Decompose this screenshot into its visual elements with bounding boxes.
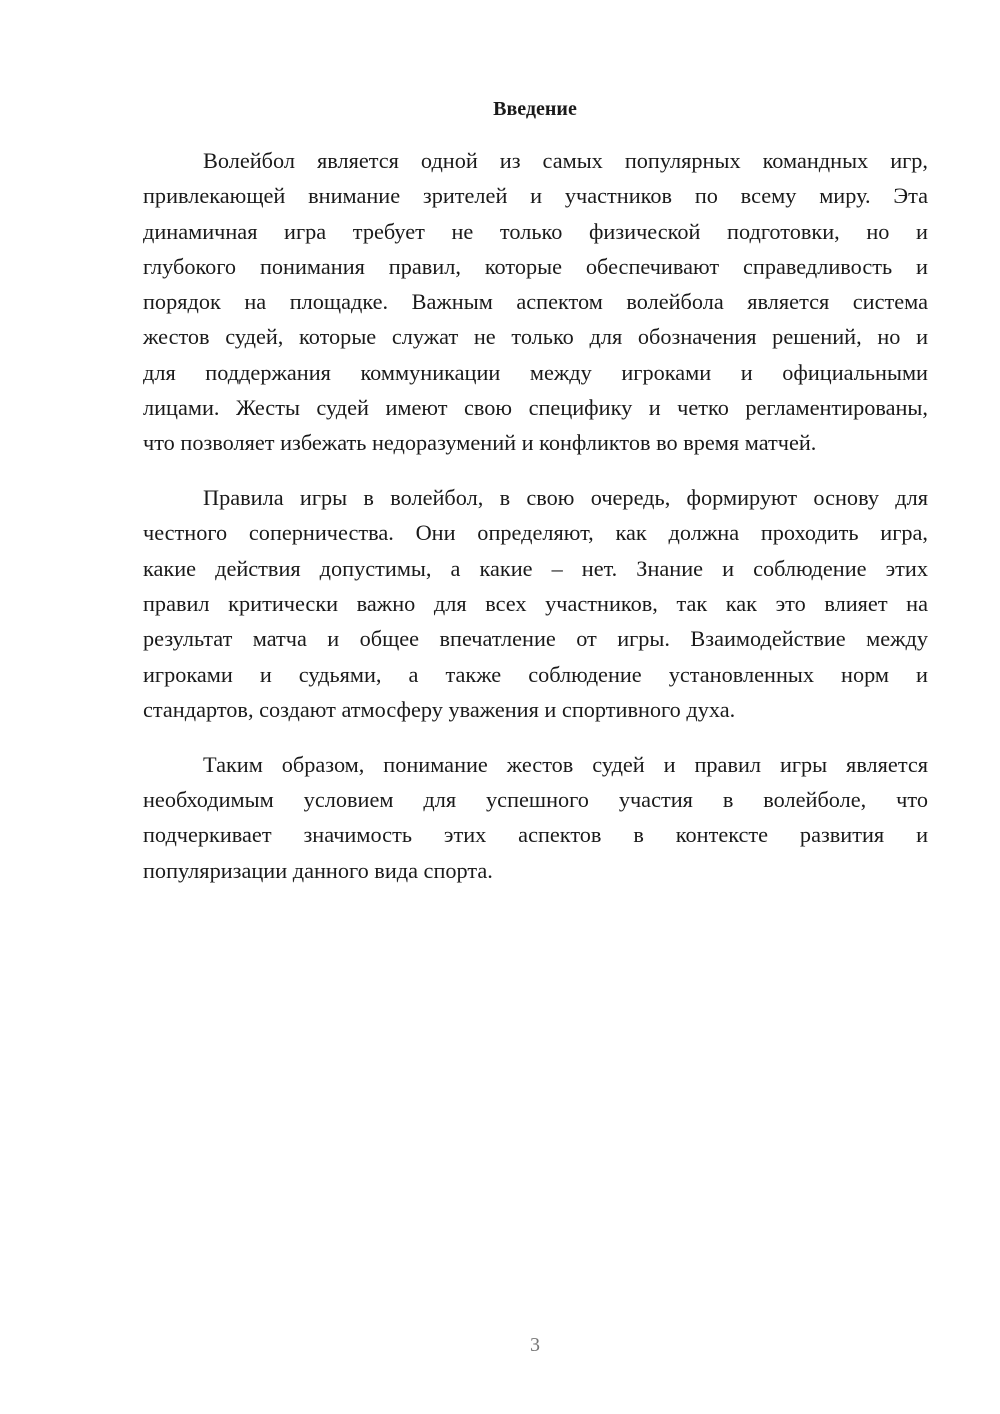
text-line: динамичная игра требует не только физической подготовки, но и: [143, 218, 928, 244]
text-line: популяризации данного вида спорта.: [143, 857, 493, 883]
text-line: результат матча и общее впечатление от игры. Взаимодействие между: [143, 626, 928, 652]
text-line: стандартов, создают атмосферу уважения и спортивного духа.: [143, 696, 736, 722]
text-line: необходимым условием для успешного участия в волейболе, что: [143, 787, 928, 813]
paragraph: [143, 143, 928, 461]
text-line: для поддержания коммуникации между игроками и официальными: [143, 359, 928, 385]
paragraph: [143, 747, 928, 888]
section-title: Введение: [493, 98, 577, 120]
text-line: жестов судей, которые служат не только для обозначения решений, но и: [143, 324, 928, 350]
text-line: что позволяет избежать недоразумений и конфликтов во время матчей.: [143, 430, 817, 456]
text-line: Правила игры в волейбол, в свою очередь, формируют основу для: [203, 485, 928, 511]
text-line: подчеркивает значимость этих аспектов в контексте развития и: [143, 822, 928, 848]
text-line: Волейбол является одной из самых популярных командных игр,: [203, 148, 928, 173]
page-number: 3: [530, 1334, 540, 1356]
text-line: глубокого понимания правил, которые обеспечивают справедливость и: [143, 253, 928, 279]
text-line: игроками и судьями, а также соблюдение установленных норм и: [143, 661, 928, 687]
text-line: порядок на площадке. Важным аспектом волейбола является система: [143, 289, 928, 315]
text-line: честного соперничества. Они определяют, как должна проходить игра,: [143, 520, 928, 546]
text-line: привлекающей внимание зрителей и участников по всему миру. Эта: [143, 183, 928, 209]
text-line: правил критически важно для всех участников, так как это влияет на: [143, 591, 928, 617]
text-line: Таким образом, понимание жестов судей и правил игры является: [203, 751, 928, 777]
text-line: лицами. Жесты судей имеют свою специфику и четко регламентированы,: [143, 395, 928, 421]
text-line: какие действия допустимы, а какие – нет. Знание и соблюдение этих: [143, 555, 928, 581]
paragraph: [143, 480, 928, 727]
document-body: [143, 143, 928, 907]
